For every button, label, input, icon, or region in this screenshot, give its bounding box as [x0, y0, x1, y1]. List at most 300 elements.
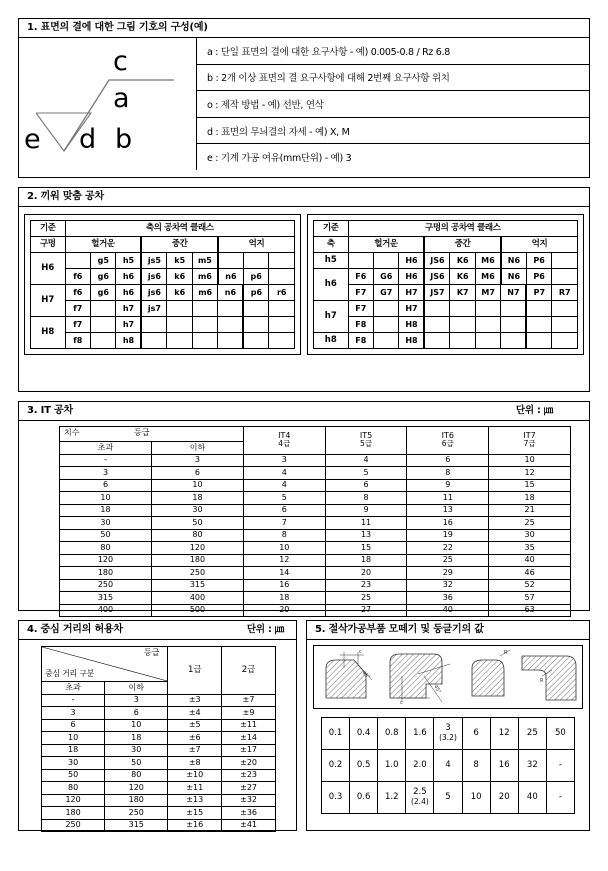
- it-grade-header: IT4 4급: [243, 427, 325, 455]
- cd-under: 315: [105, 819, 168, 832]
- shaft-tolerance-table: [30, 220, 295, 349]
- cd-value: ±15: [168, 807, 222, 820]
- cd-over: 3: [42, 707, 105, 720]
- it-value: 20: [325, 567, 407, 580]
- fit-table-row: [314, 317, 578, 333]
- cd-over: 250: [42, 819, 105, 832]
- cd-value: ±9: [222, 707, 276, 720]
- legend-row-o: o : 제작 방법 - 예) 선반, 연삭: [197, 91, 589, 118]
- it-value: 15: [489, 479, 571, 492]
- symbol-letter-d: d: [79, 124, 97, 155]
- fit-cell: N7: [501, 285, 526, 301]
- fit-cell: h6: [116, 269, 141, 285]
- it-over: 180: [60, 567, 152, 580]
- chamfer-value-cell: 12: [490, 718, 518, 750]
- chamfer-table-row: [322, 718, 575, 750]
- cd-value: ±6: [168, 732, 222, 745]
- it-value: 8: [243, 529, 325, 542]
- fit-cell: [167, 317, 192, 333]
- chamfer-value-cell: 1.0: [378, 750, 406, 782]
- it-value: 10: [243, 542, 325, 555]
- it-under: 500: [151, 604, 243, 617]
- fit-cell: h7: [116, 301, 141, 317]
- fit-cell: h5: [116, 253, 141, 269]
- fit-group-transition: 중간: [141, 237, 217, 253]
- fit-cell: JS6: [424, 269, 449, 285]
- fit-cell: [374, 317, 399, 333]
- chamfer-value-cell: 5: [434, 782, 462, 814]
- section3-body: [19, 421, 589, 623]
- fit-table-row: [31, 253, 295, 269]
- chamfer-value-cell: 20: [490, 782, 518, 814]
- fit-cell: f7: [65, 301, 90, 317]
- legend-row-e: e : 기계 가공 여유(mm단위) - 예) 3: [207, 153, 352, 165]
- fit-cell: K7: [450, 285, 475, 301]
- it-value: 25: [325, 592, 407, 605]
- cd-under: 250: [105, 807, 168, 820]
- it-table-row: [60, 579, 571, 592]
- surface-symbol-graphic: [19, 38, 197, 170]
- fit-cell: f8: [65, 333, 90, 349]
- it-table-row: [60, 467, 571, 480]
- chamfer-value-cell: 0.8: [378, 718, 406, 750]
- cd-sub-under: 이하: [105, 682, 168, 695]
- section4-body: [19, 640, 296, 838]
- it-over: 250: [60, 579, 152, 592]
- it-value: 6: [325, 479, 407, 492]
- fit-cell: [526, 317, 551, 333]
- it-value: 46: [489, 567, 571, 580]
- it-table-row: [60, 592, 571, 605]
- section4-title-text: 4. 중심 거리의 허용차: [27, 624, 123, 635]
- fit-table-row: [31, 301, 295, 317]
- chamfer-value-cell: 10: [462, 782, 490, 814]
- fit-group-interference: 억지: [501, 237, 578, 253]
- chamfer-value-cell: 8: [462, 750, 490, 782]
- it-over: 30: [60, 517, 152, 530]
- it-value: 4: [243, 479, 325, 492]
- fit-cell: [450, 301, 475, 317]
- fit-cell: f7: [65, 317, 90, 333]
- fit-table-row: [31, 285, 295, 301]
- it-value: 16: [243, 579, 325, 592]
- fit-cell: [552, 317, 578, 333]
- fit-cell: M6: [475, 269, 500, 285]
- chamfer-value-cell: 4: [434, 750, 462, 782]
- svg-text:c: c: [400, 700, 403, 706]
- chamfer-value-cell: 50: [546, 718, 574, 750]
- fit-span-header: 구멍의 공차역 클래스: [348, 221, 577, 237]
- section-fit-tolerance: [18, 187, 590, 392]
- section1-title-text: 1. 표면의 결에 대한 그림 기호의 구성(예): [27, 22, 208, 33]
- fit-cell: F8: [348, 317, 373, 333]
- cd-value: ±23: [222, 769, 276, 782]
- svg-text:R: R: [540, 678, 544, 684]
- cd-value: ±14: [222, 732, 276, 745]
- fit-cell: js7: [141, 301, 166, 317]
- section-it-tolerance: [18, 401, 590, 615]
- it-over: 3: [60, 467, 152, 480]
- it-under: 80: [151, 529, 243, 542]
- fit-cell: [65, 253, 90, 269]
- it-table-row: [60, 529, 571, 542]
- fit-cell: [475, 317, 500, 333]
- section3-unit: 단위 : ㎛: [515, 405, 553, 417]
- fit-cell: k6: [167, 285, 192, 301]
- cd-head-corner: [42, 647, 168, 682]
- fit-cell: [218, 333, 243, 349]
- cd-value: ±20: [222, 757, 276, 770]
- it-value: 7: [243, 517, 325, 530]
- legend-row-a: a : 단일 표면의 결에 대한 요구사항 - 예) 0.005-0.8 / Rz 6.8: [197, 38, 589, 65]
- cd-over: 120: [42, 794, 105, 807]
- cd-class-header: 1급: [168, 647, 222, 695]
- legend-row-b: b : 2개 이상 표면의 결 요구사항에 대해 2번째 요구사항 위치: [197, 65, 589, 92]
- fit-table-row: [31, 333, 295, 349]
- section1-title: [19, 19, 589, 38]
- cd-value: ±3: [168, 694, 222, 707]
- fit-cell: [475, 333, 500, 349]
- it-table-row: [60, 504, 571, 517]
- it-under: 180: [151, 554, 243, 567]
- shaft-tolerance-panel: [24, 214, 301, 355]
- chamfer-figure-graphics: [314, 646, 594, 708]
- symbol-letter-a: a: [113, 83, 130, 114]
- fit-cell: h8: [116, 333, 141, 349]
- it-value: 27: [325, 604, 407, 617]
- chamfer-value-cell: -: [546, 750, 574, 782]
- fit-cell: K6: [450, 269, 475, 285]
- cd-over: 80: [42, 782, 105, 795]
- fit-cell: G7: [374, 285, 399, 301]
- section2-body: [19, 207, 589, 363]
- cd-value: ±8: [168, 757, 222, 770]
- cd-over: 50: [42, 769, 105, 782]
- cd-over: 6: [42, 719, 105, 732]
- fit-cell: [374, 301, 399, 317]
- it-value: 63: [489, 604, 571, 617]
- cd-value: ±10: [168, 769, 222, 782]
- it-value: 21: [489, 504, 571, 517]
- fit-cell: F8: [348, 333, 373, 349]
- it-grade-header: IT5 5급: [325, 427, 407, 455]
- it-value: 16: [407, 517, 489, 530]
- cd-table-row: [42, 707, 276, 720]
- fit-base-label: h6: [314, 269, 349, 301]
- fit-cell: p6: [243, 285, 268, 301]
- fit-table-row: [314, 253, 578, 269]
- fit-cell: [450, 333, 475, 349]
- section3-title-text: 3. IT 공차: [27, 405, 73, 416]
- it-value: 32: [407, 579, 489, 592]
- it-value: 18: [243, 592, 325, 605]
- fit-cell: F7: [348, 285, 373, 301]
- it-value: 19: [407, 529, 489, 542]
- fit-cell: [501, 317, 526, 333]
- section-chamfer-radius: [306, 620, 590, 831]
- it-value: 6: [407, 454, 489, 467]
- fit-cell: [243, 301, 268, 317]
- fit-cell: H6: [399, 253, 424, 269]
- cd-table-row: [42, 782, 276, 795]
- cd-under: 30: [105, 744, 168, 757]
- chamfer-figures: [313, 645, 583, 709]
- cd-value: ±32: [222, 794, 276, 807]
- svg-text:45°: 45°: [360, 670, 372, 681]
- it-value: 20: [243, 604, 325, 617]
- fit-corner-bottom: 축: [314, 237, 349, 253]
- it-under: 250: [151, 567, 243, 580]
- cd-head-grade: 등급: [143, 648, 160, 657]
- cd-table-row: [42, 719, 276, 732]
- it-value: 52: [489, 579, 571, 592]
- symbol-letter-b: b: [115, 124, 133, 155]
- fit-cell: r6: [269, 285, 295, 301]
- chamfer-table-wrap: [313, 709, 583, 818]
- chamfer-value-cell: 0.6: [350, 782, 378, 814]
- bottom-row: [18, 620, 590, 840]
- it-value: 12: [243, 554, 325, 567]
- fit-cell: F6: [348, 269, 373, 285]
- fit-cell: m6: [192, 269, 217, 285]
- fit-cell: [269, 317, 295, 333]
- fit-cell: JS6: [424, 253, 449, 269]
- it-value: 25: [489, 517, 571, 530]
- fit-cell: P6: [526, 253, 551, 269]
- fit-cell: [475, 301, 500, 317]
- cd-sub-over: 초과: [42, 682, 105, 695]
- fit-cell: m6: [192, 285, 217, 301]
- chamfer-table-row: [322, 750, 575, 782]
- it-value: 13: [325, 529, 407, 542]
- fit-cell: g6: [91, 285, 116, 301]
- section2-title-text: 2. 끼워 맞춤 공차: [27, 191, 104, 202]
- cd-under: 180: [105, 794, 168, 807]
- it-value: 14: [243, 567, 325, 580]
- it-over: 6: [60, 479, 152, 492]
- fit-cell: [424, 333, 449, 349]
- fit-corner-top: 기준: [314, 221, 349, 237]
- chamfer-value-cell: 1.6: [406, 718, 434, 750]
- cd-under: 18: [105, 732, 168, 745]
- it-over: 50: [60, 529, 152, 542]
- cd-value: ±41: [222, 819, 276, 832]
- fit-cell: f6: [65, 285, 90, 301]
- it-head-corner: [60, 427, 244, 442]
- it-table-row: [60, 479, 571, 492]
- chamfer-table-row: [322, 782, 575, 814]
- fit-cell: m5: [192, 253, 217, 269]
- section-center-distance: [18, 620, 297, 831]
- it-head-right: 등급: [134, 427, 150, 437]
- it-under: 315: [151, 579, 243, 592]
- hole-tolerance-panel: [307, 214, 584, 355]
- fit-cell: [424, 317, 449, 333]
- chamfer-value-table: [321, 717, 575, 814]
- surface-symbol-diagram: [19, 38, 197, 170]
- cd-under: 50: [105, 757, 168, 770]
- it-value: 4: [325, 454, 407, 467]
- chamfer-value-cell: 16: [490, 750, 518, 782]
- cd-value: ±7: [168, 744, 222, 757]
- fit-cell: h6: [116, 285, 141, 301]
- fit-cell: [552, 253, 578, 269]
- it-under: 6: [151, 467, 243, 480]
- it-value: 13: [407, 504, 489, 517]
- fit-cell: [243, 253, 268, 269]
- chamfer-value-cell: 25: [518, 718, 546, 750]
- svg-text:45°: 45°: [432, 684, 442, 695]
- cd-table-row: [42, 744, 276, 757]
- fit-table-row: [314, 301, 578, 317]
- fit-cell: n6: [218, 269, 243, 285]
- it-value: 18: [325, 554, 407, 567]
- fit-cell: p6: [243, 269, 268, 285]
- section5-body: [307, 640, 589, 824]
- chamfer-value-cell: 3 (3.2): [434, 718, 462, 750]
- cd-over: 10: [42, 732, 105, 745]
- it-sub-over: 초과: [60, 442, 152, 455]
- fit-cell: [552, 301, 578, 317]
- it-value: 9: [325, 504, 407, 517]
- chamfer-value-cell: 2.0: [406, 750, 434, 782]
- it-value: 10: [489, 454, 571, 467]
- fit-cell: P7: [526, 285, 551, 301]
- it-table-row: [60, 517, 571, 530]
- fit-table-row: [314, 333, 578, 349]
- cd-class-header: 2급: [222, 647, 276, 695]
- surface-symbol-legend: [197, 38, 589, 170]
- it-under: 120: [151, 542, 243, 555]
- it-value: 5: [243, 492, 325, 505]
- it-table-row: [60, 454, 571, 467]
- fit-cell: [269, 301, 295, 317]
- hole-tolerance-table: [313, 220, 578, 349]
- it-value: 6: [243, 504, 325, 517]
- cd-under: 80: [105, 769, 168, 782]
- it-under: 50: [151, 517, 243, 530]
- section5-title: [307, 621, 589, 640]
- fit-cell: [192, 301, 217, 317]
- cd-value: ±16: [168, 819, 222, 832]
- it-under: 10: [151, 479, 243, 492]
- it-table-row: [60, 554, 571, 567]
- chamfer-value-cell: 0.4: [350, 718, 378, 750]
- it-under: 400: [151, 592, 243, 605]
- it-under: 30: [151, 504, 243, 517]
- it-over: 18: [60, 504, 152, 517]
- it-over: 120: [60, 554, 152, 567]
- chamfer-value-cell: 0.5: [350, 750, 378, 782]
- cd-value: ±5: [168, 719, 222, 732]
- chamfer-value-cell: -: [546, 782, 574, 814]
- fit-cell: [167, 333, 192, 349]
- svg-text:c: c: [359, 649, 362, 655]
- chamfer-value-cell: 0.2: [322, 750, 350, 782]
- it-grade-header: IT6 6급: [407, 427, 489, 455]
- cd-value: ±13: [168, 794, 222, 807]
- cd-head-range: 중심 거리 구분: [45, 668, 95, 678]
- section2-title: [19, 188, 589, 207]
- fit-cell: [269, 333, 295, 349]
- cd-value: ±11: [222, 719, 276, 732]
- it-value: 25: [407, 554, 489, 567]
- it-value: 3: [243, 454, 325, 467]
- it-value: 11: [325, 517, 407, 530]
- fit-group-loose: 헐거운: [348, 237, 424, 253]
- cd-over: 30: [42, 757, 105, 770]
- fit-base-label: H8: [31, 317, 66, 349]
- fit-corner-bottom: 구멍: [31, 237, 66, 253]
- it-table-row: [60, 492, 571, 505]
- fit-cell: js5: [141, 253, 166, 269]
- cd-under: 6: [105, 707, 168, 720]
- fit-group-transition: 중간: [424, 237, 500, 253]
- fit-cell: f6: [65, 269, 90, 285]
- cd-over: -: [42, 694, 105, 707]
- fit-cell: [374, 333, 399, 349]
- fit-cell: js6: [141, 285, 166, 301]
- fit-cell: [526, 301, 551, 317]
- cd-value: ±4: [168, 707, 222, 720]
- symbol-letter-c: c: [113, 46, 128, 77]
- fit-cell: [424, 301, 449, 317]
- chamfer-value-cell: 6: [462, 718, 490, 750]
- section5-title-text: 5. 절삭가공부품 모떼기 및 둥글기의 값: [315, 624, 484, 635]
- fit-cell: H8: [399, 317, 424, 333]
- it-value: 36: [407, 592, 489, 605]
- it-value: 40: [489, 554, 571, 567]
- fit-cell: g5: [91, 253, 116, 269]
- it-value: 35: [489, 542, 571, 555]
- cd-over: 18: [42, 744, 105, 757]
- it-head-left: 치수: [64, 427, 80, 437]
- cd-under: 120: [105, 782, 168, 795]
- fit-cell: [91, 301, 116, 317]
- fit-cell: [348, 253, 373, 269]
- it-value: 22: [407, 542, 489, 555]
- it-value: 4: [243, 467, 325, 480]
- fit-cell: R7: [552, 285, 578, 301]
- cd-value: ±7: [222, 694, 276, 707]
- cd-table-row: [42, 732, 276, 745]
- chamfer-value-cell: 40: [518, 782, 546, 814]
- fit-cell: [450, 317, 475, 333]
- it-value: 5: [325, 467, 407, 480]
- symbol-letter-e: e: [24, 124, 41, 155]
- fit-cell: [374, 253, 399, 269]
- fit-cell: N6: [501, 269, 526, 285]
- it-table-row: [60, 604, 571, 617]
- cd-value: ±36: [222, 807, 276, 820]
- section1-body: [19, 38, 589, 170]
- fit-base-label: h7: [314, 301, 349, 333]
- fit-span-header: 축의 공차역 클래스: [65, 221, 294, 237]
- fit-corner-top: 기준: [31, 221, 66, 237]
- cd-table-row: [42, 694, 276, 707]
- fit-cell: H6: [399, 269, 424, 285]
- fit-cell: [501, 333, 526, 349]
- it-value: 9: [407, 479, 489, 492]
- fit-cell: N6: [501, 253, 526, 269]
- cd-under: 3: [105, 694, 168, 707]
- fit-cell: K6: [450, 253, 475, 269]
- cd-value: ±17: [222, 744, 276, 757]
- it-over: 315: [60, 592, 152, 605]
- cd-over: 180: [42, 807, 105, 820]
- it-over: -: [60, 454, 152, 467]
- it-sub-under: 이하: [151, 442, 243, 455]
